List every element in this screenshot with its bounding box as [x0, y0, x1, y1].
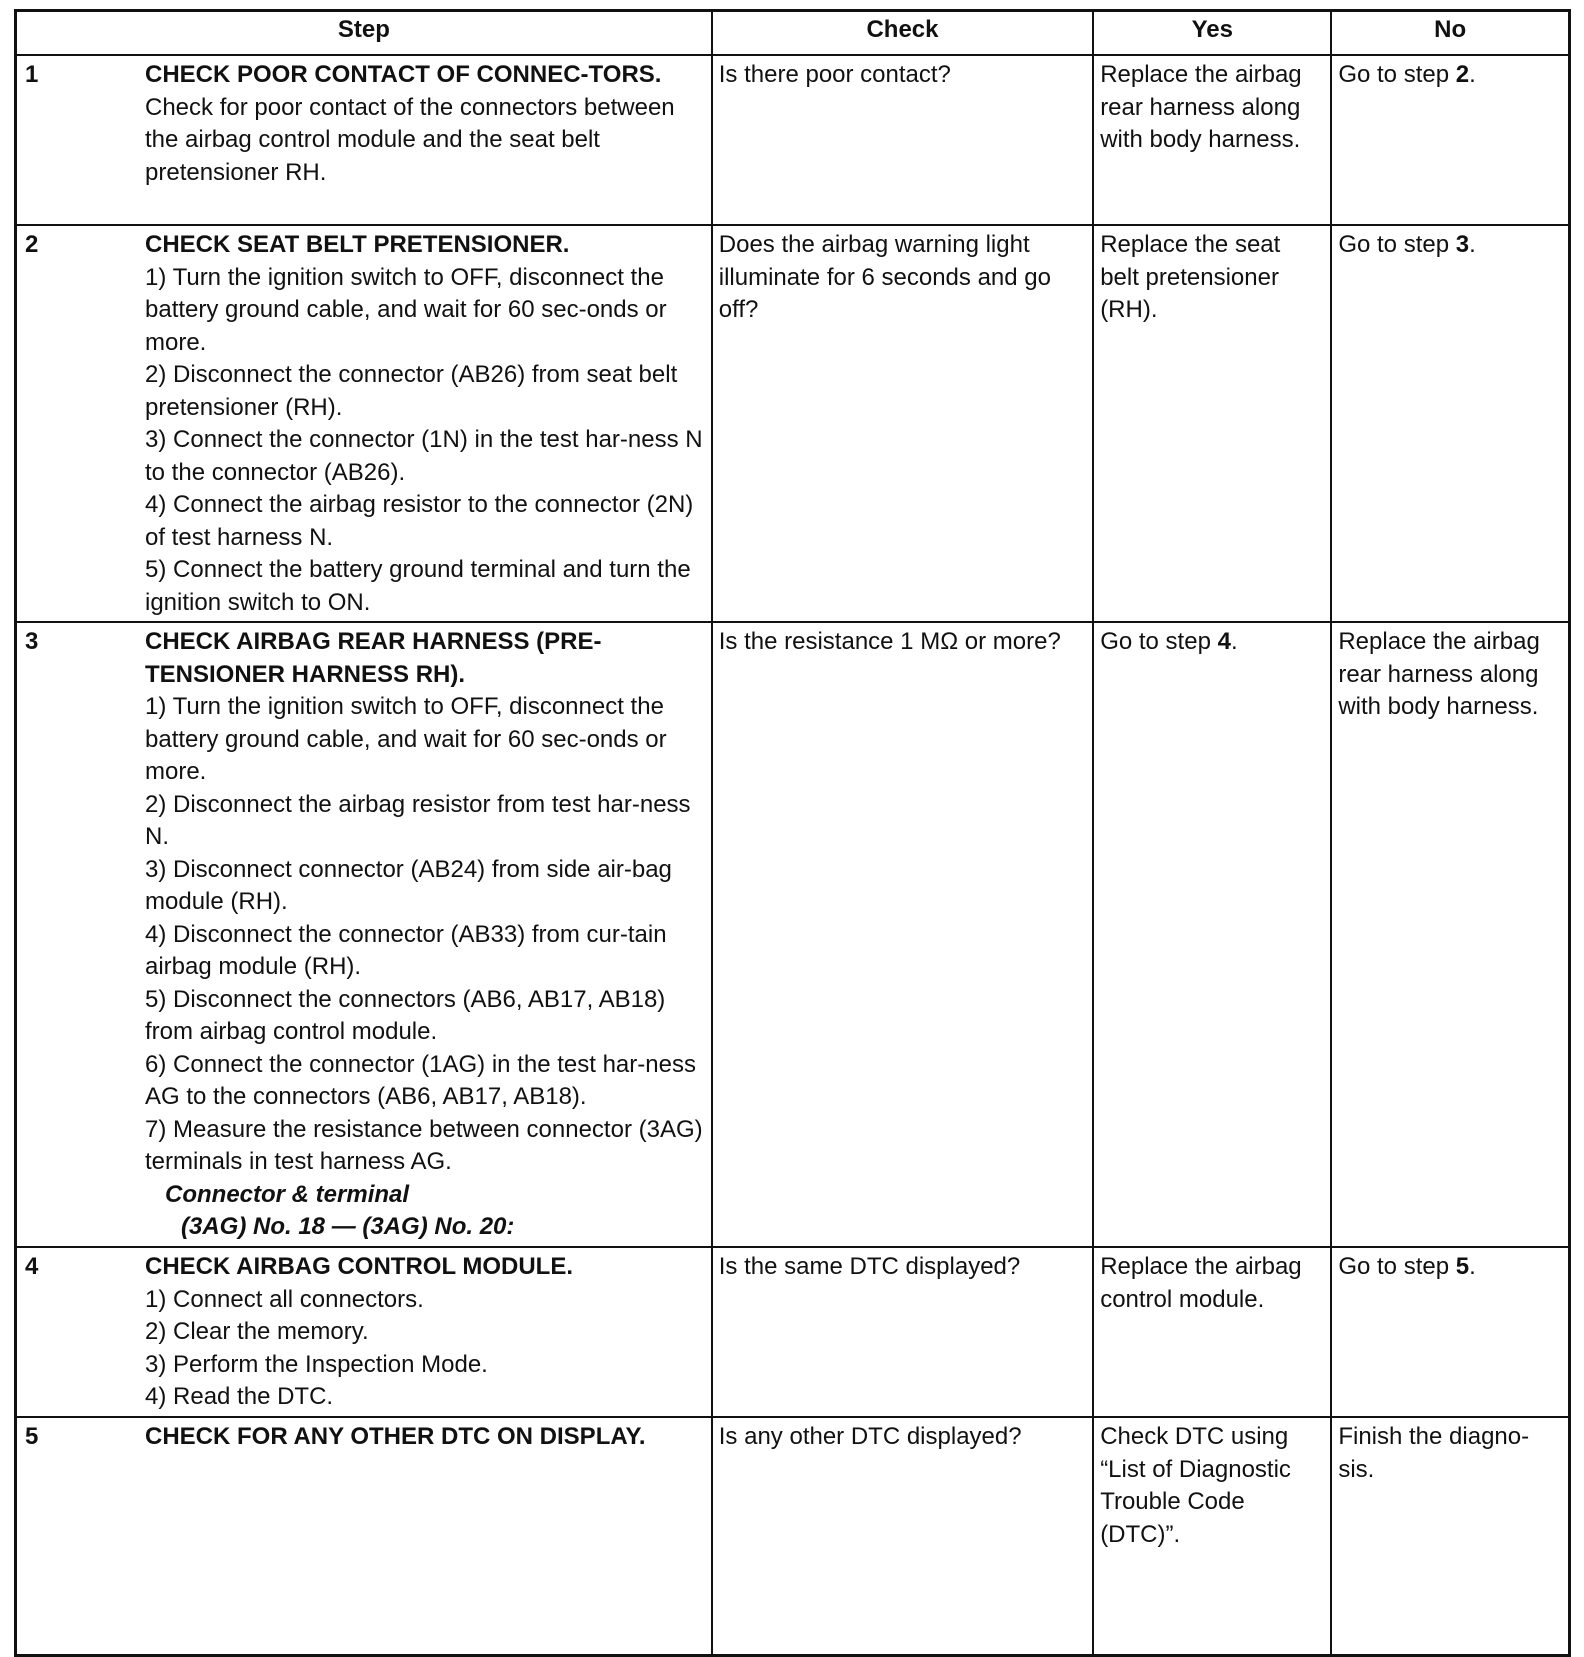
no-cell [1331, 1247, 1569, 1417]
header-yes: Yes [1093, 11, 1331, 56]
step-number: 2 [25, 231, 39, 258]
step-cell [16, 55, 712, 225]
step-line: 4) Connect the airbag resistor to the connector (2N) of test harness N. [145, 491, 694, 551]
step-line: 3) Connect the connector (1N) in the test har-ness N to the connector (AB26). [145, 426, 703, 486]
table-row [16, 225, 1570, 622]
step-line: 1) Connect all connectors. [145, 1285, 424, 1313]
step-cell [16, 225, 712, 622]
step-ref: 5 [1455, 1253, 1470, 1280]
diagnostic-table [14, 9, 1571, 1657]
step-line: 5) Connect the battery ground terminal and turn the ignition switch to ON. [145, 556, 691, 616]
no-tail: . [1469, 231, 1476, 258]
step-line: 4) Disconnect the connector (AB33) from cur-tain airbag module (RH). [145, 920, 667, 980]
step-title: CHECK AIRBAG REAR HARNESS (PRE-TENSIONER HARNESS RH). [145, 628, 602, 688]
spec-terminals: (3AG) No. 18 — (3AG) No. 20: [181, 1213, 515, 1240]
no-text: Go to step [1338, 1253, 1456, 1280]
no-cell: Finish the diagno-sis. [1331, 1417, 1569, 1655]
spec-label: Connector & terminal [165, 1180, 410, 1208]
yes-cell: Replace the airbag rear harness along with body harness. [1093, 55, 1331, 225]
table-row [16, 1247, 1570, 1417]
step-line: 1) Turn the ignition switch to OFF, disconnect the battery ground cable, and wait for 60 sec-onds or more. [145, 263, 667, 356]
check-cell: Does the airbag warning light illuminate for 6 seconds and go off? [712, 225, 1093, 622]
step-line: 3) Disconnect connector (AB24) from side air-bag module (RH). [145, 855, 672, 915]
check-cell: Is the resistance 1 MΩ or more? [712, 622, 1093, 1247]
header-step: Step [16, 11, 712, 56]
step-cell [16, 1247, 712, 1417]
step-line: 1) Turn the ignition switch to OFF, disconnect the battery ground cable, and wait for 60 sec-onds or more. [145, 693, 667, 785]
step-ref: 2 [1455, 61, 1470, 88]
no-tail: . [1469, 61, 1476, 88]
step-line: 2) Clear the memory. [145, 1318, 369, 1345]
header-row [16, 11, 1570, 56]
step-number: 4 [25, 1253, 39, 1280]
step-ref: 3 [1455, 231, 1470, 258]
table-row [16, 55, 1570, 225]
step-title: CHECK POOR CONTACT OF CONNEC-TORS. [145, 61, 662, 88]
yes-cell: Replace the airbag control module. [1093, 1247, 1331, 1417]
header-check: Check [712, 11, 1093, 56]
step-line: 4) Read the DTC. [145, 1383, 334, 1410]
header-no: No [1331, 11, 1569, 56]
yes-cell: Replace the seat belt pretensioner (RH). [1093, 225, 1331, 622]
no-text: Go to step [1338, 231, 1456, 258]
check-cell: Is there poor contact? [712, 55, 1093, 225]
step-line: 5) Disconnect the connectors (AB6, AB17, AB18) from airbag control module. [145, 985, 666, 1045]
step-number: 3 [25, 628, 39, 655]
no-tail: . [1469, 1253, 1476, 1280]
step-number: 1 [25, 61, 39, 88]
step-title: CHECK FOR ANY OTHER DTC ON DISPLAY. [145, 1423, 646, 1450]
step-title: CHECK AIRBAG CONTROL MODULE. [145, 1253, 573, 1280]
no-cell: Replace the airbag rear harness along with body harness. [1331, 622, 1569, 1247]
step-line: 2) Disconnect the connector (AB26) from seat belt pretensioner (RH). [145, 361, 678, 421]
yes-tail: . [1230, 628, 1238, 655]
step-line: 3) Perform the Inspection Mode. [145, 1350, 488, 1378]
yes-cell [1093, 622, 1331, 1247]
no-cell [1331, 225, 1569, 622]
step-title: CHECK SEAT BELT PRETENSIONER. [145, 231, 570, 258]
yes-cell: Check DTC using “List of Diagnostic Trouble Code (DTC)”. [1093, 1417, 1331, 1655]
no-cell [1331, 55, 1569, 225]
check-cell: Is any other DTC displayed? [712, 1417, 1093, 1655]
step-line: 6) Connect the connector (1AG) in the test har-ness AG to the connectors (AB6, AB17, AB18). [145, 1050, 696, 1110]
step-cell [16, 1417, 712, 1655]
table-row [16, 1417, 1570, 1655]
yes-text: Go to step [1100, 628, 1218, 655]
step-line: 7) Measure the resistance between connector (3AG) terminals in test harness AG. [145, 1115, 703, 1175]
step-ref: 4 [1217, 628, 1231, 655]
check-cell: Is the same DTC displayed? [712, 1247, 1093, 1417]
step-cell [16, 622, 712, 1247]
step-line: Check for poor contact of the connectors between the airbag control module and the seat belt pretensioner RH. [145, 93, 675, 186]
table-row [16, 622, 1570, 1247]
step-line: 2) Disconnect the airbag resistor from test har-ness N. [145, 790, 691, 850]
step-number: 5 [25, 1423, 39, 1450]
no-text: Go to step [1338, 61, 1456, 88]
